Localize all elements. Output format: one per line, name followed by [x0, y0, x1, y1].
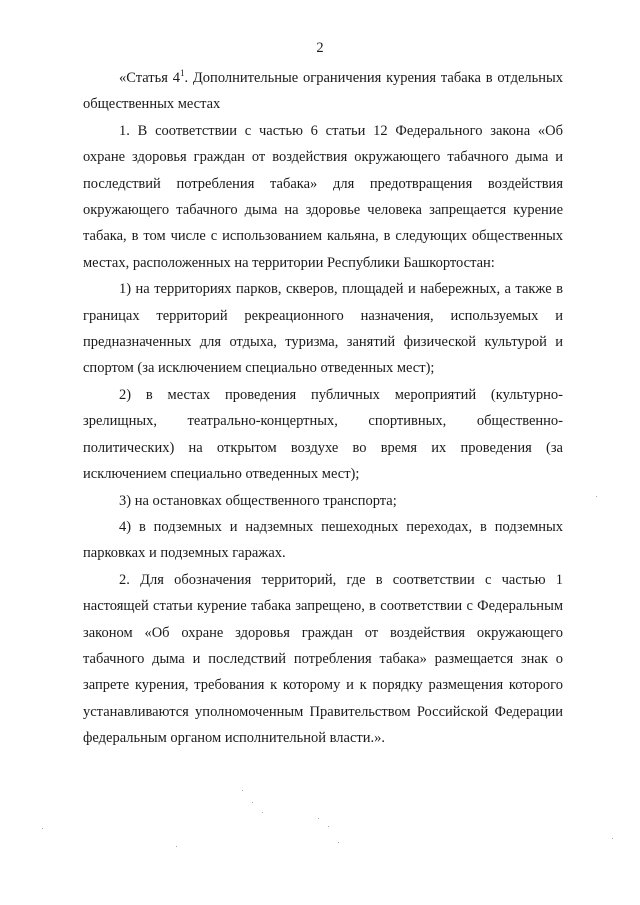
scan-speck: [596, 496, 597, 497]
article-title-superscript: 1: [179, 68, 185, 78]
list-item-1: 1) на территориях парков, скверов, площадей и набережных, а также в границах территорий рекреационного назначения, используемых и предназначенных для отдыха, туризма, занятий физической культурой и спортом (за исключением специально отведенных мест);: [83, 281, 563, 377]
list-item-4: 4) в подземных и надземных пешеходных переходах, в подземных парковках и подземных гаражах.: [83, 518, 563, 562]
scan-speck: [328, 826, 329, 827]
scan-speck: [612, 838, 613, 839]
article-title: [83, 65, 563, 118]
scan-speck: [242, 790, 243, 791]
document-body: [83, 65, 563, 752]
scan-speck: [252, 802, 253, 803]
paragraph-1: 1. В соответствии с частью 6 статьи 12 Федерального закона «Об охране здоровья граждан от воздействия окружающего табачного дыма и последствий потребления табака» для предотвращения воздействия окружающего табачного дыма на здоровье человека запрещается курение табака, в том числе с использованием кальяна, в следующих общественных местах, расположенных на территории Республики Башкортостан:: [83, 122, 563, 271]
article-title-prefix: «Статья 4: [119, 70, 180, 86]
list-item-2: 2) в местах проведения публичных мероприятий (культурно-зрелищных, театрально-концертных, спортивных, общественно-политических) на открытом воздухе во время их проведения (за исключением специально отведенных мест);: [83, 386, 563, 483]
list-item-3: 3) на остановках общественного транспорта;: [119, 492, 397, 509]
paragraph-2: 2. Для обозначения территорий, где в соответствии с частью 1 настоящей статьи курение табака запрещено, в соответствии с Федеральным законом «Об охране здоровья граждан от воздействия окружающего табачного дыма и последствий потребления табака» размещается знак о запрете курения, требования к которому и к порядку размещения которого устанавливаются уполномоченным Правительством Российской Федерации федеральным органом исполнительной власти.».: [83, 571, 563, 747]
scan-speck: [42, 828, 43, 829]
scan-speck: [318, 818, 319, 819]
scan-speck: [338, 842, 339, 843]
scan-speck: [262, 812, 263, 813]
scan-speck: [176, 846, 177, 847]
article-title-text: . Дополнительные ограничения курения табака в отдельных общественных местах: [83, 70, 563, 113]
page-number: 2: [316, 40, 324, 56]
